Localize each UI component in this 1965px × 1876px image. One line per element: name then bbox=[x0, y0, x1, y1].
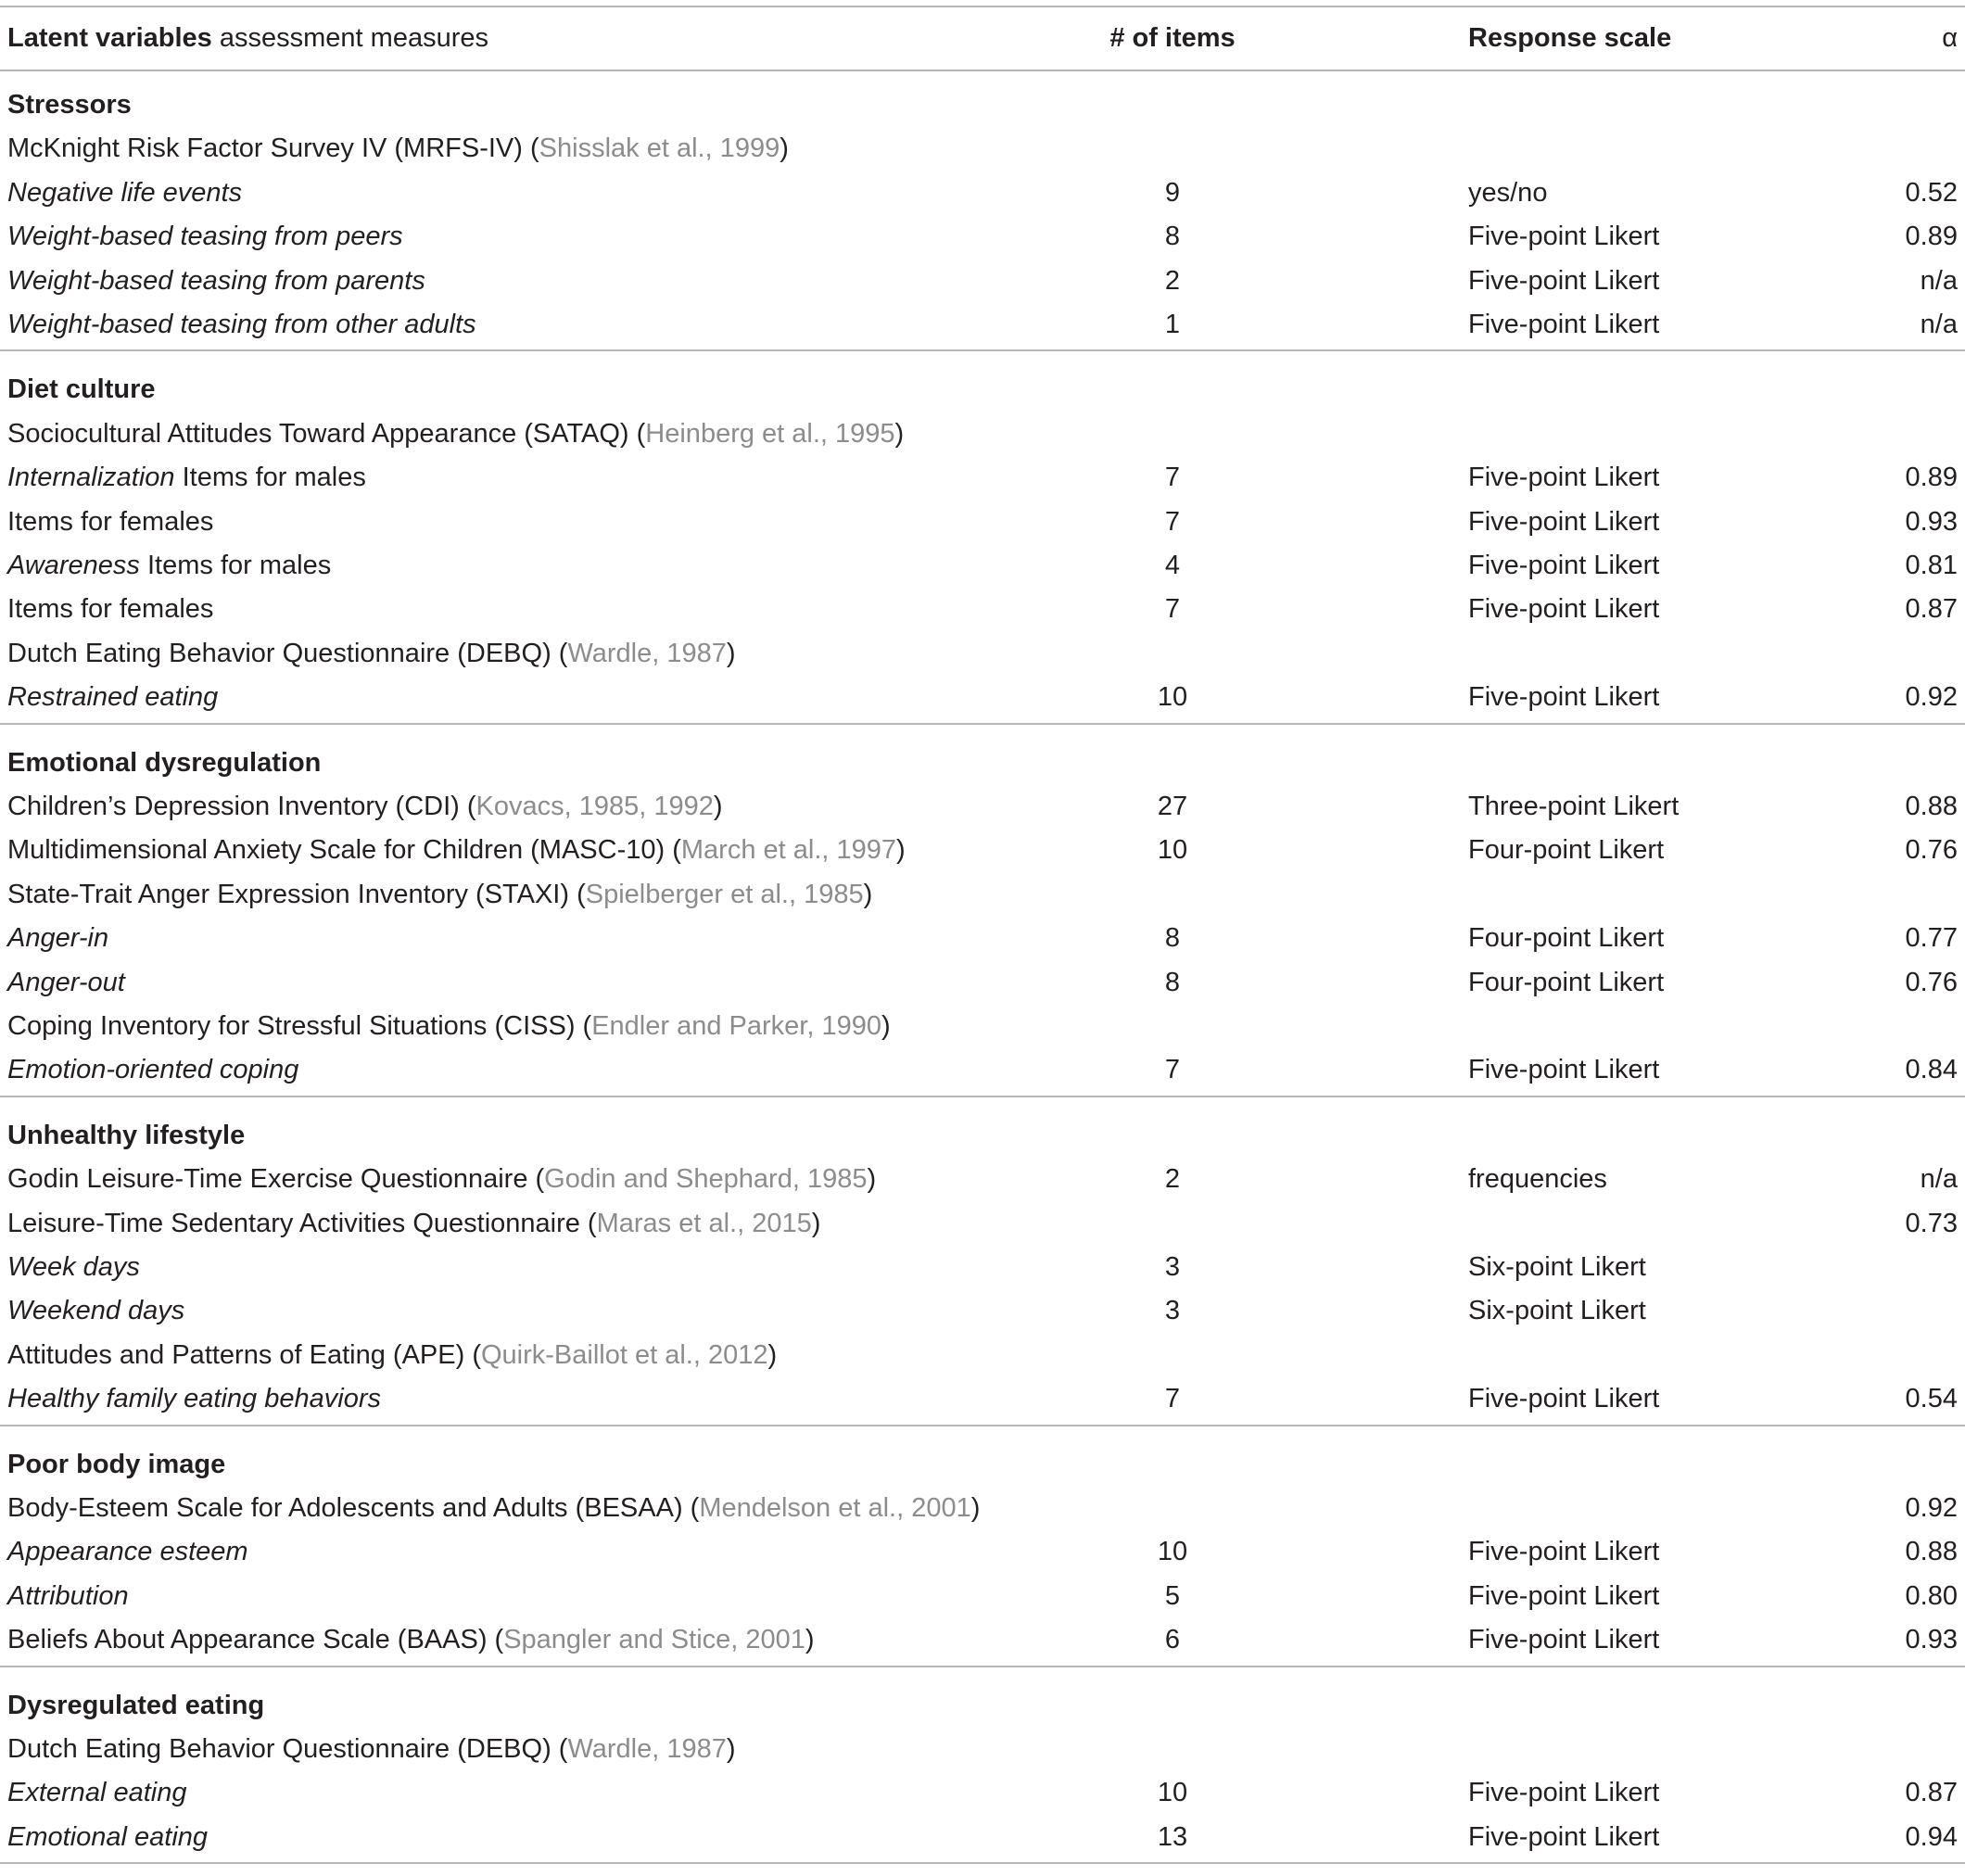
section-heading-row bbox=[0, 1683, 1965, 1728]
measure-name: Week days bbox=[7, 1252, 140, 1282]
items-value: 1 bbox=[1164, 310, 1181, 339]
measure-cell bbox=[7, 1201, 820, 1246]
response-scale-cell: Five-point Likert bbox=[1468, 682, 1660, 713]
measure-name: External eating bbox=[7, 1778, 187, 1808]
measure-cell bbox=[7, 1333, 777, 1377]
citation-close: ) bbox=[896, 835, 906, 866]
section-heading: Emotional dysregulation bbox=[7, 747, 322, 778]
response-scale-cell: Four-point Likert bbox=[1468, 923, 1665, 954]
section-heading: Dysregulated eating bbox=[7, 1690, 265, 1720]
table-row bbox=[0, 1574, 1965, 1618]
citation-link[interactable]: Spielberger et al., 1985 bbox=[585, 879, 864, 909]
table-row bbox=[0, 1486, 1965, 1530]
section-heading-row bbox=[0, 741, 1965, 785]
section-heading-row bbox=[0, 82, 1965, 127]
items-value: 8 bbox=[1164, 923, 1181, 954]
measure-name: Items for females bbox=[7, 506, 214, 537]
citation-close: ) bbox=[811, 1208, 821, 1238]
alpha-cell: 0.92 bbox=[1905, 682, 1958, 713]
citation-close: ) bbox=[805, 1625, 815, 1655]
items-value: 4 bbox=[1164, 551, 1181, 580]
measure-cell bbox=[7, 1815, 208, 1859]
measure-cell bbox=[7, 171, 242, 215]
table-row bbox=[0, 302, 1965, 347]
response-scale-cell: Five-point Likert bbox=[1468, 1821, 1660, 1852]
alpha-cell: n/a bbox=[1920, 265, 1958, 296]
measure-name: Children’s Depression Inventory (CDI) ( bbox=[7, 792, 476, 821]
response-scale-cell: Five-point Likert bbox=[1468, 222, 1660, 252]
measure-cell bbox=[7, 1157, 876, 1201]
items-value: 10 bbox=[1157, 835, 1188, 866]
citation-close: ) bbox=[726, 638, 736, 668]
table-row bbox=[0, 1815, 1965, 1859]
measure-cell bbox=[7, 1288, 184, 1333]
citation-link[interactable]: Kovacs, 1985, 1992 bbox=[475, 792, 714, 821]
items-value: 9 bbox=[1164, 177, 1181, 208]
measure-name: Emotional eating bbox=[7, 1821, 209, 1852]
alpha-cell: 0.52 bbox=[1905, 177, 1958, 208]
measure-name: Weight-based teasing from parents bbox=[7, 265, 425, 296]
measure-cell bbox=[7, 587, 213, 631]
table-row bbox=[0, 1376, 1965, 1421]
items-value: 13 bbox=[1157, 1821, 1188, 1852]
measure-cell bbox=[7, 1376, 381, 1421]
measure-cell bbox=[7, 1617, 815, 1662]
table-row bbox=[0, 631, 1965, 676]
table-row bbox=[0, 1529, 1965, 1574]
measure-name: Attitudes and Patterns of Eating (APE) ( bbox=[7, 1339, 481, 1370]
section-rule bbox=[0, 1666, 1965, 1667]
measure-cell bbox=[7, 126, 789, 171]
items-value: 2 bbox=[1164, 1164, 1181, 1195]
measure-cell bbox=[7, 1529, 248, 1574]
measure-cell bbox=[7, 631, 736, 676]
measure-name: McKnight Risk Factor Survey IV (MRFS-IV) ( bbox=[7, 133, 539, 164]
measure-cell bbox=[7, 1770, 186, 1815]
measure-cell bbox=[7, 960, 125, 1005]
table-row bbox=[0, 171, 1965, 215]
measure-name: Beliefs About Appearance Scale (BAAS) ( bbox=[7, 1625, 504, 1655]
measure-cell bbox=[7, 543, 331, 588]
response-scale-cell: Five-point Likert bbox=[1468, 506, 1660, 537]
response-scale-cell: Five-point Likert bbox=[1468, 463, 1660, 493]
items-value: 8 bbox=[1164, 967, 1181, 997]
section-heading: Diet culture bbox=[7, 374, 156, 405]
table-row bbox=[0, 214, 1965, 259]
citation-link[interactable]: Wardle, 1987 bbox=[567, 1734, 727, 1764]
measure-name: Appearance esteem bbox=[7, 1537, 248, 1567]
alpha-cell: 0.89 bbox=[1905, 463, 1958, 493]
header-measure-rest: assessment measures bbox=[211, 23, 488, 53]
section-rule bbox=[0, 723, 1965, 725]
measure-name: Coping Inventory for Stressful Situations (CISS) ( bbox=[7, 1011, 592, 1041]
table-row bbox=[0, 1245, 1965, 1289]
alpha-cell: 0.88 bbox=[1905, 792, 1958, 821]
response-scale-cell: Three-point Likert bbox=[1468, 792, 1680, 821]
measure-cell bbox=[7, 784, 723, 829]
response-scale-cell: Five-point Likert bbox=[1468, 594, 1660, 625]
measure-name: Negative life events bbox=[7, 177, 243, 208]
measure-name: Dutch Eating Behavior Questionnaire (DEBQ) ( bbox=[7, 1734, 568, 1764]
table-top-rule bbox=[0, 6, 1965, 7]
measure-name: State-Trait Anger Expression Inventory (STAXI) ( bbox=[7, 879, 586, 909]
measure-name: Items for males bbox=[174, 463, 366, 493]
citation-link[interactable]: Wardle, 1987 bbox=[567, 638, 727, 668]
measure-name: Weekend days bbox=[7, 1296, 185, 1326]
response-scale-cell: Five-point Likert bbox=[1468, 1625, 1660, 1655]
response-scale-cell: frequencies bbox=[1468, 1164, 1607, 1195]
header-scale: Response scale bbox=[1468, 23, 1672, 53]
section-heading: Poor body image bbox=[7, 1449, 226, 1479]
items-value: 7 bbox=[1164, 463, 1181, 493]
items-value: 7 bbox=[1164, 1384, 1181, 1414]
alpha-cell: 0.84 bbox=[1905, 1055, 1958, 1085]
items-value: 7 bbox=[1164, 1055, 1181, 1085]
alpha-cell: 0.87 bbox=[1905, 1778, 1958, 1808]
section-rule bbox=[0, 349, 1965, 351]
table-row bbox=[0, 675, 1965, 719]
header-measure bbox=[7, 16, 488, 60]
section-heading: Stressors bbox=[7, 90, 132, 120]
measure-name: Multidimensional Anxiety Scale for Children (MASC-10) ( bbox=[7, 835, 681, 866]
table-row bbox=[0, 1770, 1965, 1815]
response-scale-cell: Five-point Likert bbox=[1468, 310, 1660, 339]
alpha-cell: 0.93 bbox=[1905, 1625, 1958, 1655]
measure-name: Body-Esteem Scale for Adolescents and Adults (BESAA) ( bbox=[7, 1493, 700, 1523]
citation-link[interactable]: Mendelson et al., 2001 bbox=[699, 1493, 971, 1523]
response-scale-cell: Four-point Likert bbox=[1468, 967, 1665, 997]
alpha-cell: 0.73 bbox=[1905, 1208, 1958, 1238]
measure-cell bbox=[7, 302, 476, 347]
measure-name: Dutch Eating Behavior Questionnaire (DEBQ) ( bbox=[7, 638, 568, 668]
citation-close: ) bbox=[726, 1734, 736, 1764]
table-row bbox=[0, 412, 1965, 456]
measure-name: Healthy family eating behaviors bbox=[7, 1384, 381, 1414]
response-scale-cell: Five-point Likert bbox=[1468, 1384, 1660, 1414]
table-bottom-rule bbox=[0, 1862, 1965, 1864]
response-scale-cell: Four-point Likert bbox=[1468, 835, 1665, 866]
measure-name: Godin Leisure-Time Exercise Questionnaire ( bbox=[7, 1164, 545, 1195]
table-row bbox=[0, 872, 1965, 917]
measure-name: Anger-in bbox=[7, 923, 109, 954]
items-value: 5 bbox=[1164, 1580, 1181, 1611]
response-scale-cell: Six-point Likert bbox=[1468, 1252, 1646, 1282]
response-scale-cell: yes/no bbox=[1468, 177, 1548, 208]
section-rule bbox=[0, 1096, 1965, 1097]
measure-name: Weight-based teasing from peers bbox=[7, 222, 403, 252]
items-value: 3 bbox=[1164, 1252, 1181, 1282]
alpha-cell: 0.81 bbox=[1905, 551, 1958, 580]
alpha-cell: 0.80 bbox=[1905, 1580, 1958, 1611]
citation-link[interactable]: March et al., 1997 bbox=[680, 835, 897, 866]
measure-name: Weight-based teasing from other adults bbox=[7, 310, 476, 339]
measure-cell bbox=[7, 1574, 129, 1618]
items-value: 10 bbox=[1157, 1778, 1188, 1808]
table-row bbox=[0, 259, 1965, 303]
alpha-cell: 0.54 bbox=[1905, 1384, 1958, 1414]
alpha-cell: 0.94 bbox=[1905, 1821, 1958, 1852]
subscale-label: Awareness bbox=[7, 551, 140, 580]
items-value: 10 bbox=[1157, 1537, 1188, 1567]
items-value: 7 bbox=[1164, 594, 1181, 625]
measure-cell bbox=[7, 872, 872, 917]
citation-close: ) bbox=[767, 1339, 778, 1370]
table-row bbox=[0, 1617, 1965, 1662]
citation-close: ) bbox=[894, 418, 905, 449]
measure-cell bbox=[7, 259, 425, 303]
measure-cell bbox=[7, 500, 213, 544]
citation-link[interactable]: Heinberg et al., 1995 bbox=[645, 418, 895, 449]
header-rule bbox=[0, 70, 1965, 71]
table-row bbox=[0, 500, 1965, 544]
citation-link[interactable]: Shisslak et al., 1999 bbox=[539, 133, 780, 164]
items-value: 10 bbox=[1157, 682, 1188, 713]
measure-cell bbox=[7, 828, 906, 872]
measure-cell bbox=[7, 1245, 140, 1289]
alpha-cell: 0.93 bbox=[1905, 506, 1958, 537]
subscale-label: Internalization bbox=[7, 463, 175, 493]
table-row bbox=[0, 1288, 1965, 1333]
measure-name: Leisure-Time Sedentary Activities Questionnaire ( bbox=[7, 1208, 597, 1238]
table-row bbox=[0, 1004, 1965, 1048]
alpha-cell: n/a bbox=[1920, 1164, 1958, 1195]
items-value: 6 bbox=[1164, 1625, 1181, 1655]
measure-cell bbox=[7, 455, 366, 500]
alpha-cell: 0.87 bbox=[1905, 594, 1958, 625]
table-row bbox=[0, 784, 1965, 829]
alpha-cell: n/a bbox=[1920, 310, 1958, 339]
citation-close: ) bbox=[867, 1164, 877, 1195]
measure-name: Anger-out bbox=[7, 967, 125, 997]
table-row bbox=[0, 960, 1965, 1005]
citation-close: ) bbox=[881, 1011, 891, 1041]
measure-name: Sociocultural Attitudes Toward Appearance (SATAQ) ( bbox=[7, 418, 646, 449]
section-rule bbox=[0, 1425, 1965, 1426]
header-measure-bold: Latent variables bbox=[7, 23, 212, 53]
measure-name: Items for males bbox=[139, 551, 332, 580]
citation-close: ) bbox=[970, 1493, 981, 1523]
alpha-cell: 0.77 bbox=[1905, 923, 1958, 954]
citation-link[interactable]: Maras et al., 2015 bbox=[596, 1208, 812, 1238]
table-row bbox=[0, 828, 1965, 872]
section-heading-row bbox=[0, 367, 1965, 412]
table-row bbox=[0, 1201, 1965, 1246]
response-scale-cell: Five-point Likert bbox=[1468, 265, 1660, 296]
section-heading-row bbox=[0, 1442, 1965, 1487]
measure-cell bbox=[7, 1047, 298, 1092]
measure-name: Emotion-oriented coping bbox=[7, 1055, 299, 1085]
citation-close: ) bbox=[780, 133, 789, 164]
measure-name: Attribution bbox=[7, 1580, 129, 1611]
items-value: 3 bbox=[1164, 1296, 1181, 1326]
items-value: 7 bbox=[1164, 506, 1181, 537]
alpha-cell: 0.76 bbox=[1905, 967, 1958, 997]
measure-cell bbox=[7, 412, 904, 456]
measure-cell bbox=[7, 1486, 980, 1530]
alpha-cell: 0.92 bbox=[1905, 1493, 1958, 1523]
citation-link[interactable]: Spangler and Stice, 2001 bbox=[503, 1625, 805, 1655]
alpha-cell: 0.88 bbox=[1905, 1537, 1958, 1567]
alpha-cell: 0.89 bbox=[1905, 222, 1958, 252]
table-row bbox=[0, 587, 1965, 631]
measure-cell bbox=[7, 675, 218, 719]
alpha-cell: 0.76 bbox=[1905, 835, 1958, 866]
citation-close: ) bbox=[713, 792, 723, 821]
citation-link[interactable]: Endler and Parker, 1990 bbox=[591, 1011, 881, 1041]
table-row bbox=[0, 126, 1965, 171]
table-row bbox=[0, 1157, 1965, 1201]
measure-cell bbox=[7, 916, 108, 960]
table-row bbox=[0, 455, 1965, 500]
table-row bbox=[0, 1333, 1965, 1377]
measure-cell bbox=[7, 1004, 891, 1048]
response-scale-cell: Five-point Likert bbox=[1468, 551, 1660, 580]
citation-close: ) bbox=[863, 879, 873, 909]
response-scale-cell: Five-point Likert bbox=[1468, 1537, 1660, 1567]
header-alpha: α bbox=[1942, 23, 1958, 53]
citation-link[interactable]: Quirk-Baillot et al., 2012 bbox=[480, 1339, 768, 1370]
response-scale-cell: Five-point Likert bbox=[1468, 1778, 1660, 1808]
measure-name: Restrained eating bbox=[7, 682, 219, 713]
measure-name: Items for females bbox=[7, 594, 214, 625]
response-scale-cell: Six-point Likert bbox=[1468, 1296, 1646, 1326]
table-row bbox=[0, 916, 1965, 960]
section-heading: Unhealthy lifestyle bbox=[7, 1120, 246, 1150]
items-value: 8 bbox=[1164, 222, 1181, 252]
items-value: 2 bbox=[1164, 265, 1181, 296]
measure-cell bbox=[7, 214, 403, 259]
measure-cell bbox=[7, 1727, 736, 1771]
items-value: 27 bbox=[1157, 792, 1188, 821]
response-scale-cell: Five-point Likert bbox=[1468, 1580, 1660, 1611]
section-heading-row bbox=[0, 1113, 1965, 1158]
response-scale-cell: Five-point Likert bbox=[1468, 1055, 1660, 1085]
header-row: Latent variables assessment measures # of items Response scale α bbox=[0, 16, 1965, 60]
table-row bbox=[0, 1047, 1965, 1092]
citation-link[interactable]: Godin and Shephard, 1985 bbox=[544, 1164, 868, 1195]
table-row bbox=[0, 1727, 1965, 1771]
table-row bbox=[0, 543, 1965, 588]
